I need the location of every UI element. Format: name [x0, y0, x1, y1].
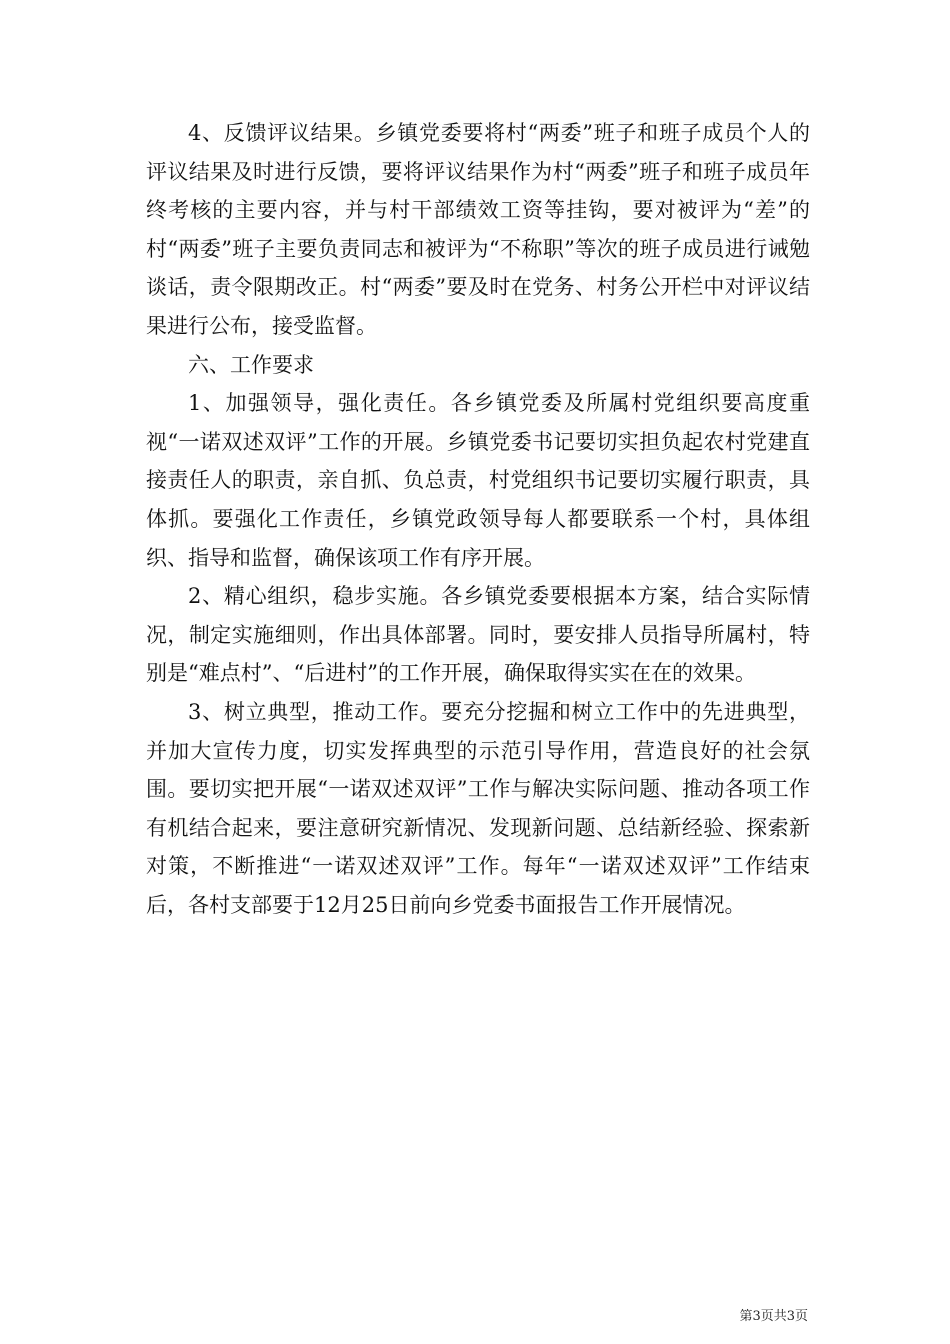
paragraph-feedback-results: 4、反馈评议结果。乡镇党委要将村“两委”班子和班子成员个人的评议结果及时进行反馈，要将评议结果作为村“两委”班子和班子成员年终考核的主要内容，并与村干部绩效工资等挂钩，要对被评为“差”的村“两委”班子主要负责同志和被评为“不称职”等次的班子成员进行诫勉谈话，责令限期改正。村“两委”要及时在党务、村务公开栏中对评议结果进行公布，接受监督。	[146, 121, 810, 338]
document-body	[146, 114, 810, 924]
page-number-footer: 第3页共3页	[739, 1309, 808, 1324]
paragraph-leadership: 1、加强领导，强化责任。各乡镇党委及所属村党组织要高度重视“一诺双述双评”工作的开展。乡镇党委书记要切实担负起农村党建直接责任人的职责，亲自抓、负总责，村党组织书记要切实履行职责，具体抓。要强化工作责任，乡镇党政领导每人都要联系一个村，具体组织、指导和监督，确保该项工作有序开展。	[146, 391, 810, 570]
paragraph-models: 3、树立典型，推动工作。要充分挖掘和树立工作中的先进典型，并加大宣传力度，切实发挥典型的示范引导作用，营造良好的社会氛围。要切实把开展“一诺双述双评”工作与解决实际问题、推动各项工作有机结合起来，要注意研究新情况、发现新问题、总结新经验、探索新对策，不断推进“一诺双述双评”工作。每年“一诺双述双评”工作结束后，各村支部要于12月25日前向乡党委书面报告工作开展情况。	[146, 699, 810, 917]
section-heading-work-requirements: 六、工作要求	[188, 352, 314, 377]
paragraph-organization: 2、精心组织，稳步实施。各乡镇党委要根据本方案，结合实际情况，制定实施细则，作出具体部署。同时，要安排人员指导所属村，特别是“难点村”、“后进村”的工作开展，确保取得实实在在的效果。	[146, 584, 810, 686]
